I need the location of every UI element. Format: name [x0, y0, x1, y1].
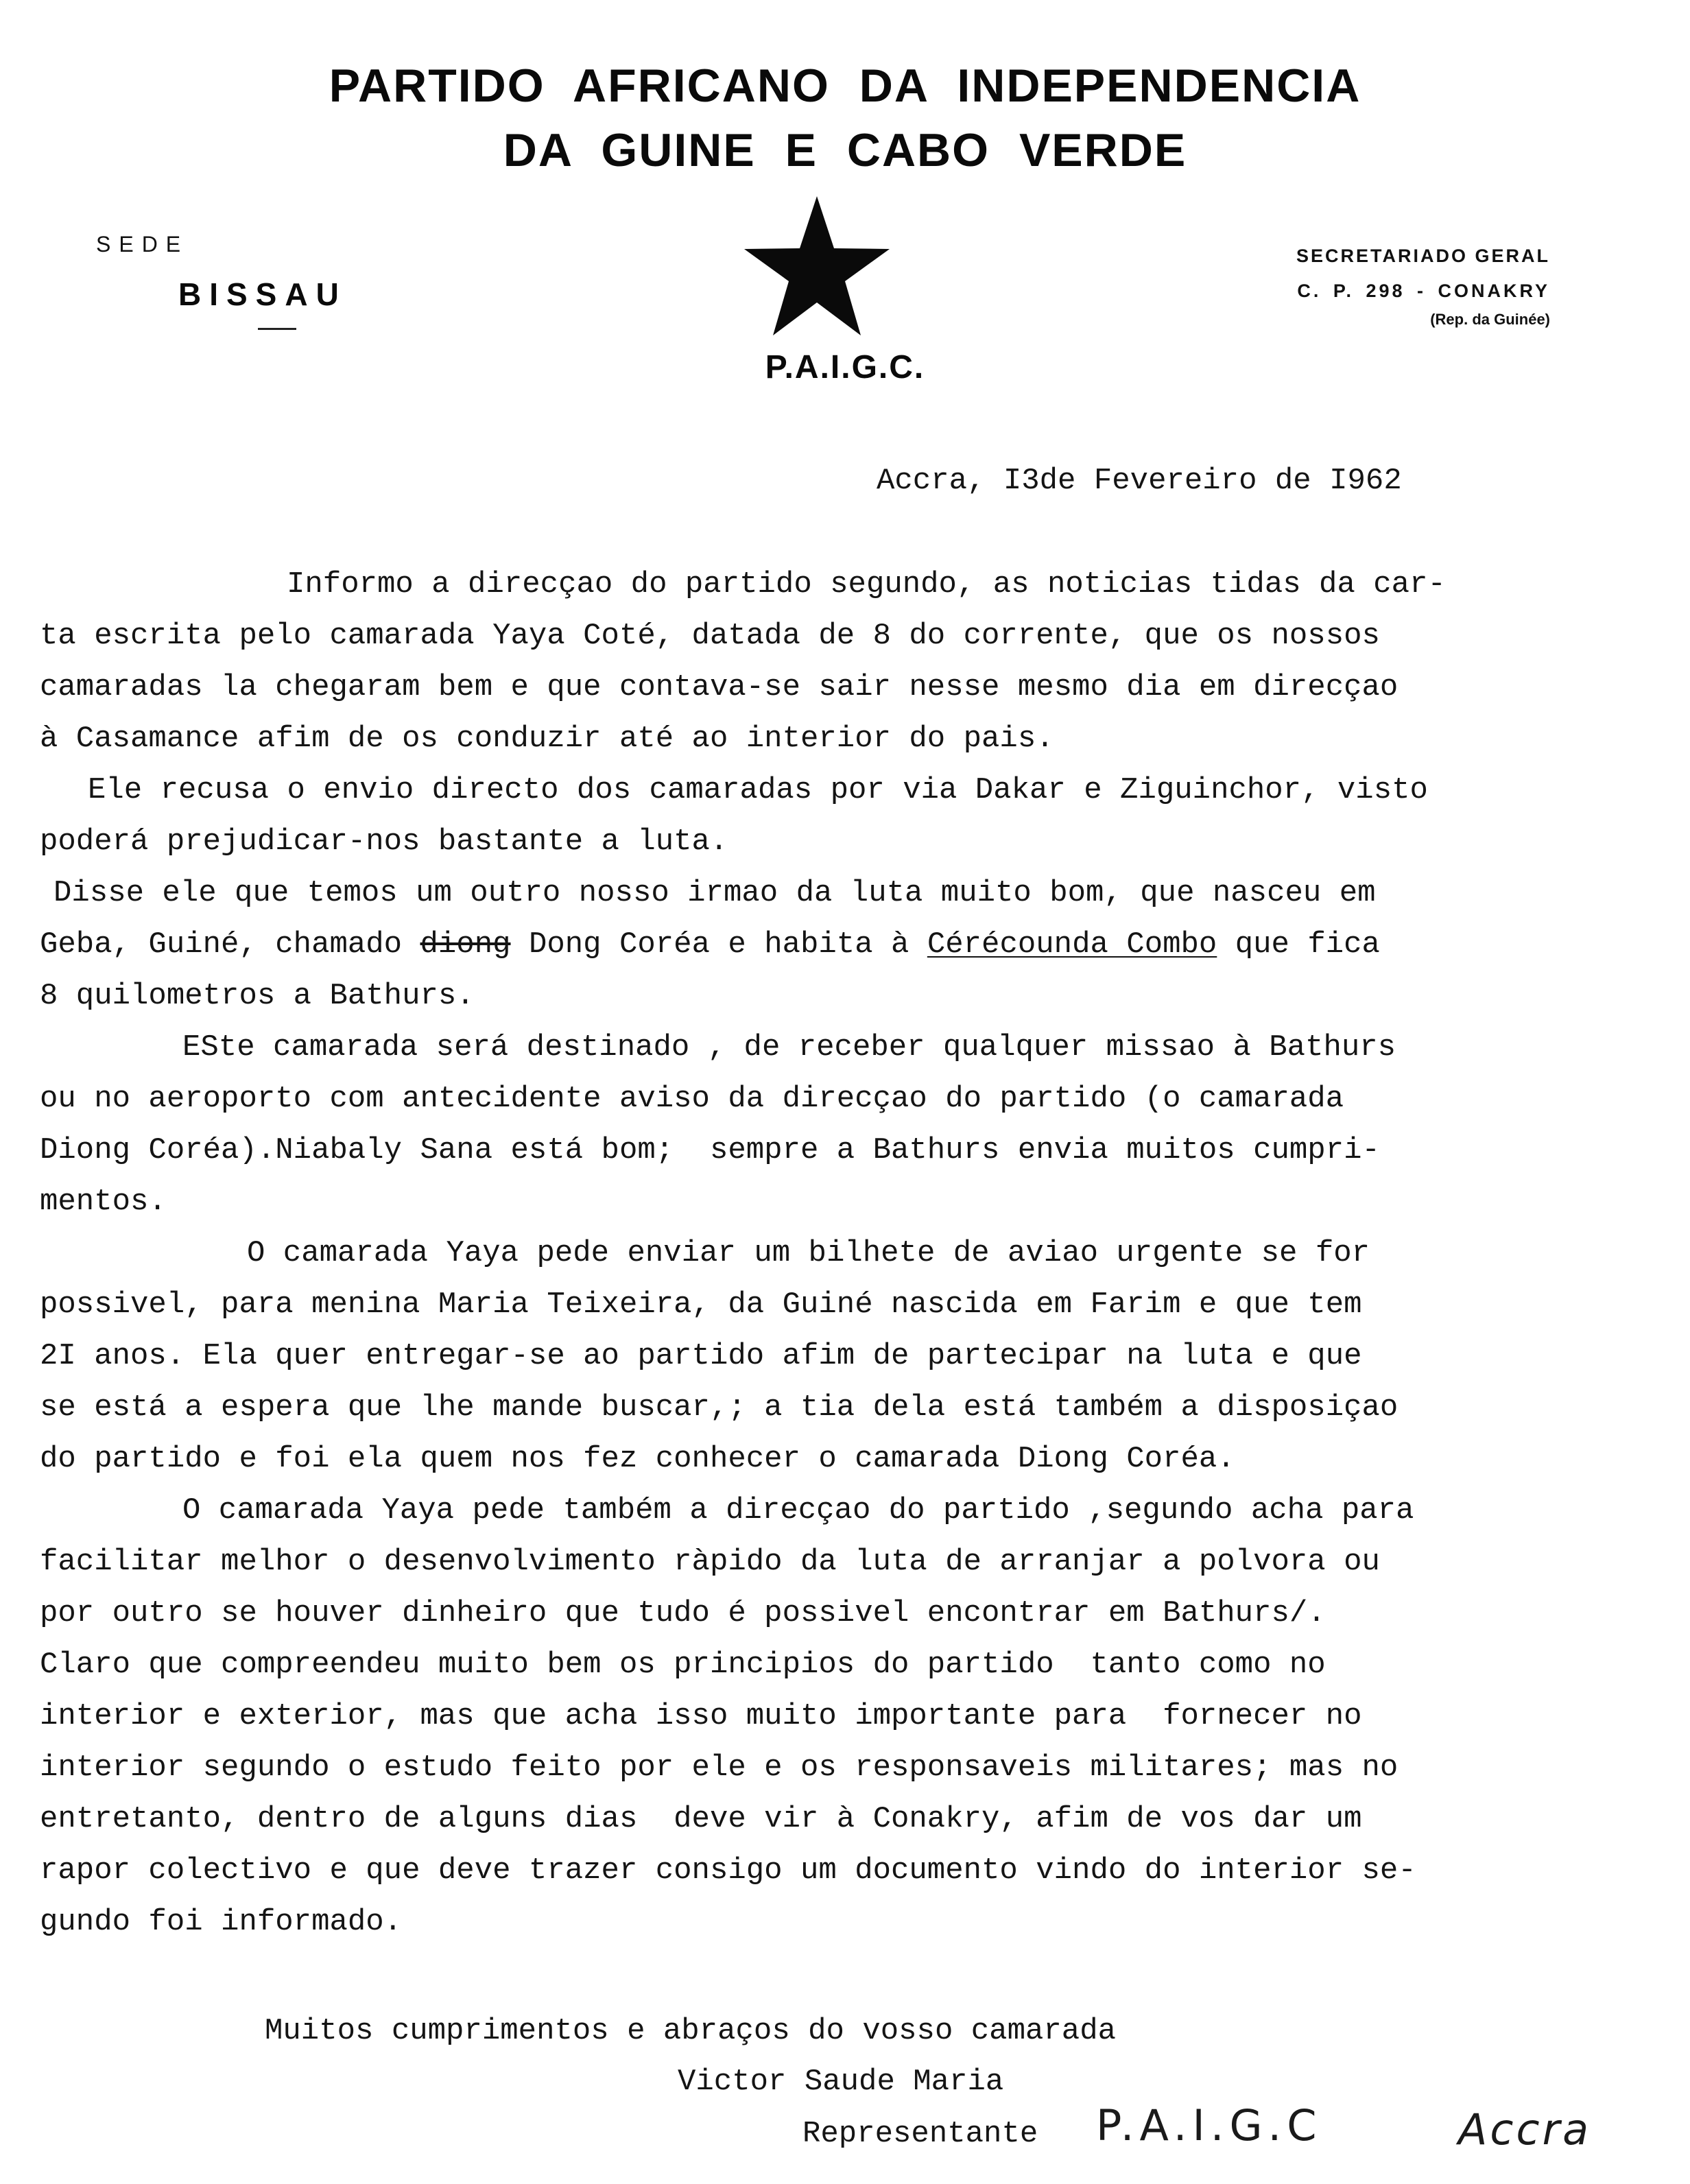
body-line: possivel, para menina Maria Teixeira, da Guiné nascida em Farim e que tem: [40, 1287, 1362, 1322]
secretariat-line2: C. P. 298 - CONAKRY: [1297, 281, 1550, 301]
body-line: facilitar melhor o desenvolvimento ràpido da luta de arranjar a polvora ou: [40, 1545, 1380, 1579]
body-line: interior segundo o estudo feito por ele e os responsaveis militares; mas no: [40, 1750, 1399, 1785]
body-text: Geba, Guiné, chamado: [40, 927, 403, 962]
handwritten-party: P.A.I.G.C: [1096, 2100, 1322, 2150]
body-line: Claro que compreendeu muito bem os principios do partido tanto como no: [40, 1648, 1326, 1682]
body-line: interior e exterior, mas que acha isso muito importante para fornecer no: [40, 1699, 1362, 1733]
body-line: Informo a direcçao do partido segundo, as noticias tidas da car-: [287, 567, 1446, 602]
body-line: ta escrita pelo camarada Yaya Coté, datada de 8 do corrente, que os nossos: [40, 619, 1380, 653]
secretariat-address: [1296, 237, 1550, 332]
body-line: do partido e foi ela quem nos fez conhecer o camarada Diong Coréa.: [40, 1442, 1235, 1476]
body-line: camaradas la chegaram bem e que contava-se sair nesse mesmo dia em direcçao: [40, 670, 1399, 704]
signatory-name: Victor Saude Maria: [678, 2065, 1004, 2099]
body-line: entretanto, dentro de alguns dias deve vir à Conakry, afim de vos dar um: [40, 1802, 1362, 1836]
body-line: ou no aeroporto com antecidente aviso da direcçao do partido (o camarada: [40, 1082, 1344, 1116]
body-line: poderá prejudicar-nos bastante a luta.: [40, 824, 728, 859]
letter-date: Accra, I3de Fevereiro de I962: [877, 464, 1402, 498]
party-abbreviation: P.A.I.G.C.: [765, 349, 925, 385]
sede-city: BISSAU: [178, 276, 347, 312]
body-line: O camarada Yaya pede enviar um bilhete de aviao urgente se for: [247, 1236, 1370, 1270]
sede-label: SEDE: [96, 232, 189, 257]
body-line: 2I anos. Ela quer entregar-se ao partido afim de partecipar na luta e que: [40, 1339, 1362, 1373]
body-line: Ele recusa o envio directo dos camaradas por via Dakar e Ziguinchor, visto: [88, 773, 1428, 807]
handwritten-city: Accra: [1458, 2104, 1592, 2155]
underlined-place-name: Cérécounda Combo: [927, 927, 1217, 962]
body-text: que fica: [1235, 927, 1380, 962]
closing-greeting: Muitos cumprimentos e abraços do vosso camarada: [265, 2014, 1117, 2048]
body-line: à Casamance afim de os conduzir até ao interior do pais.: [40, 722, 1054, 756]
body-line: 8 quilometros a Bathurs.: [40, 979, 475, 1013]
struck-word: diong: [420, 927, 511, 962]
body-line: rapor colectivo e que deve trazer consigo um documento vindo do interior se-: [40, 1853, 1416, 1888]
body-line-mixed: [40, 929, 1380, 960]
signatory-title: Representante: [802, 2117, 1038, 2151]
secretariat-line1: SECRETARIADO GERAL: [1296, 246, 1550, 266]
letterhead-title-line1: PARTIDO AFRICANO DA INDEPENDENCIA: [329, 60, 1361, 112]
body-line: Disse ele que temos um outro nosso irmao da luta muito bom, que nasceu em: [53, 876, 1376, 910]
secretariat-line3: (Rep. da Guinée): [1430, 311, 1550, 328]
body-line: gundo foi informado.: [40, 1905, 403, 1939]
body-line: por outro se houver dinheiro que tudo é possivel encontrar em Bathurs/.: [40, 1596, 1326, 1630]
star-icon: [743, 196, 890, 336]
body-line: O camarada Yaya pede também a direcçao do partido ,segundo acha para: [182, 1493, 1414, 1528]
body-line: ESte camarada será destinado , de receber qualquer missao à Bathurs: [182, 1030, 1396, 1065]
body-line: Diong Coréa).Niabaly Sana está bom; sempre a Bathurs envia muitos cumpri-: [40, 1133, 1380, 1167]
letterhead-title-line2: DA GUINE E CABO VERDE: [503, 124, 1187, 176]
body-line: mentos.: [40, 1185, 167, 1219]
body-text: Dong Coréa e habita à: [528, 927, 909, 962]
sede-underline: [258, 328, 296, 330]
body-line: se está a espera que lhe mande buscar,; a tia dela está também a disposiçao: [40, 1390, 1399, 1425]
